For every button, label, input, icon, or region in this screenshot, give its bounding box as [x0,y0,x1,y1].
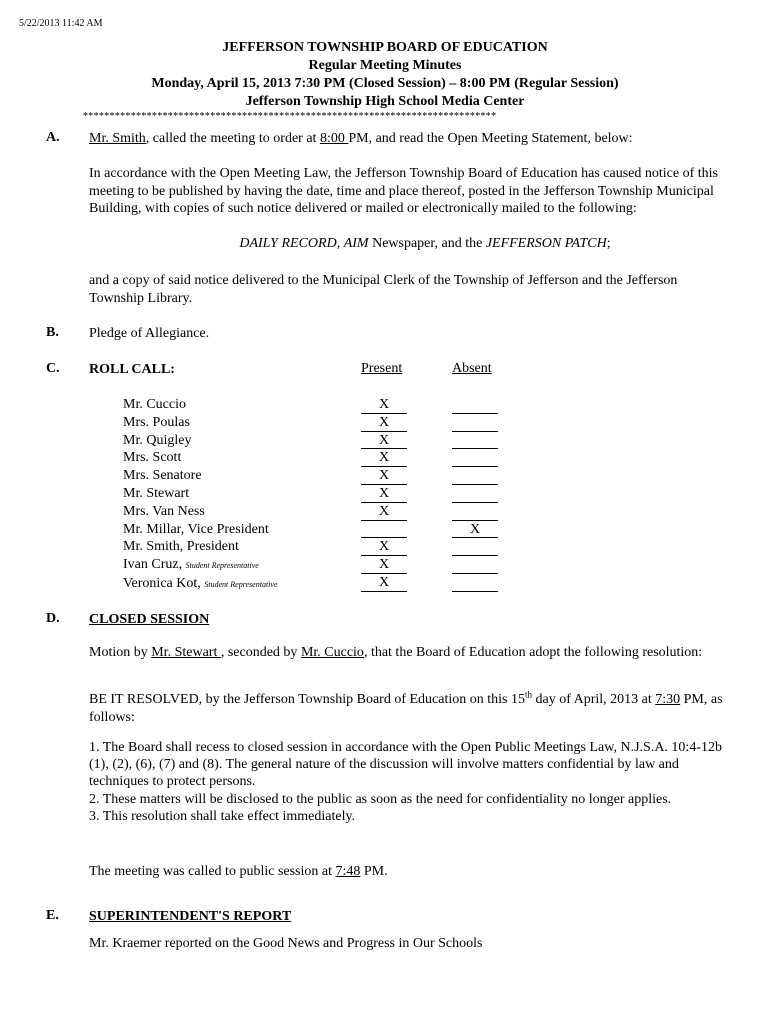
roll-call-title: ROLL CALL: [89,362,175,377]
member-note: Student Representative [204,579,278,589]
public-session-time: 7:48 [335,864,361,879]
superintendent-report-title: SUPERINTENDENT'S REPORT [89,909,292,924]
closed-session-title: CLOSED SESSION [89,612,210,627]
present-mark: X [361,485,407,503]
paper-patch: JEFFERSON PATCH [485,236,607,251]
member-name: Mr. Smith, President [123,539,239,555]
read-text: PM, and read the Open Meeting Statement, below: [348,131,633,146]
separator-line: ****************************************************************************** [83,111,497,122]
absent-mark: X [452,521,498,539]
present-mark: X [361,556,407,574]
absent-mark [452,538,498,556]
absent-mark [452,503,498,521]
caller-name: Mr. Smith [89,131,146,146]
header-location: Jefferson Township High School Media Center [245,94,525,109]
present-column [361,396,407,592]
member-name: Mrs. Van Ness [123,503,205,519]
roll-names [123,396,278,594]
resolution-item-2: 2. These matters will be disclosed to the public as soon as the need for confidentiality no longer applies. [89,791,672,807]
order-time: 8:00 [319,131,349,146]
member-name: Mr. Millar, Vice President [123,521,269,537]
present-mark: X [361,432,407,450]
newspapers-line: DAILY RECORD, AIM Newspaper, and the JEFFERSON PATCH; [239,236,611,251]
present-mark: X [361,449,407,467]
absent-mark [452,414,498,432]
present-mark [361,521,407,539]
mover-name: Mr. Stewart [151,645,221,660]
seconder-name: Mr. Cuccio [300,645,364,660]
clerk-notice: and a copy of said notice delivered to the Municipal Clerk of the Township of Jefferson and the Jefferson Township Library. [89,273,678,306]
header-date-time: Monday, April 15, 2013 7:30 PM (Closed Session) – 8:00 PM (Regular Session) [151,76,619,91]
header-board-name: JEFFERSON TOWNSHIP BOARD OF EDUCATION [222,40,548,55]
present-mark: X [361,538,407,556]
absent-mark [452,396,498,414]
absent-mark [452,574,498,592]
member-name: Mrs. Senatore [123,468,202,484]
section-b-letter: B. [46,325,59,340]
paper-daily-record: DAILY RECORD [239,236,337,251]
resolution-items [89,739,729,825]
closed-session-motion: Motion by Mr. Stewart , seconded by Mr. Cuccio, that the Board of Education adopt the following resolution: [89,645,703,660]
absent-column [452,396,498,592]
present-mark: X [361,574,407,592]
resolution-text: BE IT RESOLVED, by the Jefferson Township Board of Education on this 15th day of April, 2013 at 7:30 PM, as follows: [89,689,723,725]
section-a-call-to-order [89,130,729,148]
absent-mark [452,556,498,574]
member-name: Mrs. Scott [123,450,182,466]
absent-mark [452,449,498,467]
section-e-letter: E. [46,908,59,923]
member-name: Mr. Stewart [123,485,190,501]
member-name: Mr. Cuccio [123,397,186,412]
print-timestamp: 5/22/2013 11:42 AM [19,18,103,29]
present-mark: X [361,396,407,414]
called-text: , called the meeting to order at [145,131,317,146]
absent-mark [452,485,498,503]
resolution-item-3: 3. This resolution shall take effect immediately. [89,808,356,824]
member-name: Ivan Cruz, Student Representative [123,557,259,573]
public-session-line: The meeting was called to public session at 7:48 PM. [89,864,388,879]
section-d-letter: D. [46,611,60,626]
member-note: Student Representative [185,561,259,571]
absent-mark [452,432,498,450]
open-meeting-statement: In accordance with the Open Meeting Law, the Jefferson Township Board of Education has caused notice of this meeting to be published by having the date, time and place thereof, posted in the Jefferson Township Municipal Building, with copies of such notice delivered or mailed or electronically mailed to the following: [89,166,718,216]
present-mark: X [361,467,407,485]
member-name: Mrs. Poulas [123,414,190,430]
pledge-text: Pledge of Allegiance. [89,326,210,341]
present-mark: X [361,414,407,432]
header-meeting-type: Regular Meeting Minutes [308,58,462,73]
paper-aim: AIM [343,236,369,251]
member-name: Veronica Kot, Student Representative [123,575,278,591]
present-mark: X [361,503,407,521]
present-header: Present [361,361,403,376]
resolution-item-1: 1. The Board shall recess to closed session in accordance with the Open Public Meetings Law, N.J.S.A. 10:4-12b (1), (2), (6), (7) and (8). The general nature of the discussion will involve matters confidential by law and techniques to protect persons. [89,740,722,790]
member-name: Mr. Quigley [123,432,192,448]
document-header [0,39,770,111]
section-c-letter: C. [46,361,60,376]
section-a-letter: A. [46,130,60,145]
recess-time: 7:30 [655,692,681,707]
absent-header: Absent [452,361,492,376]
superintendent-report-text: Mr. Kraemer reported on the Good News and Progress in Our Schools [89,936,483,951]
absent-mark [452,467,498,485]
